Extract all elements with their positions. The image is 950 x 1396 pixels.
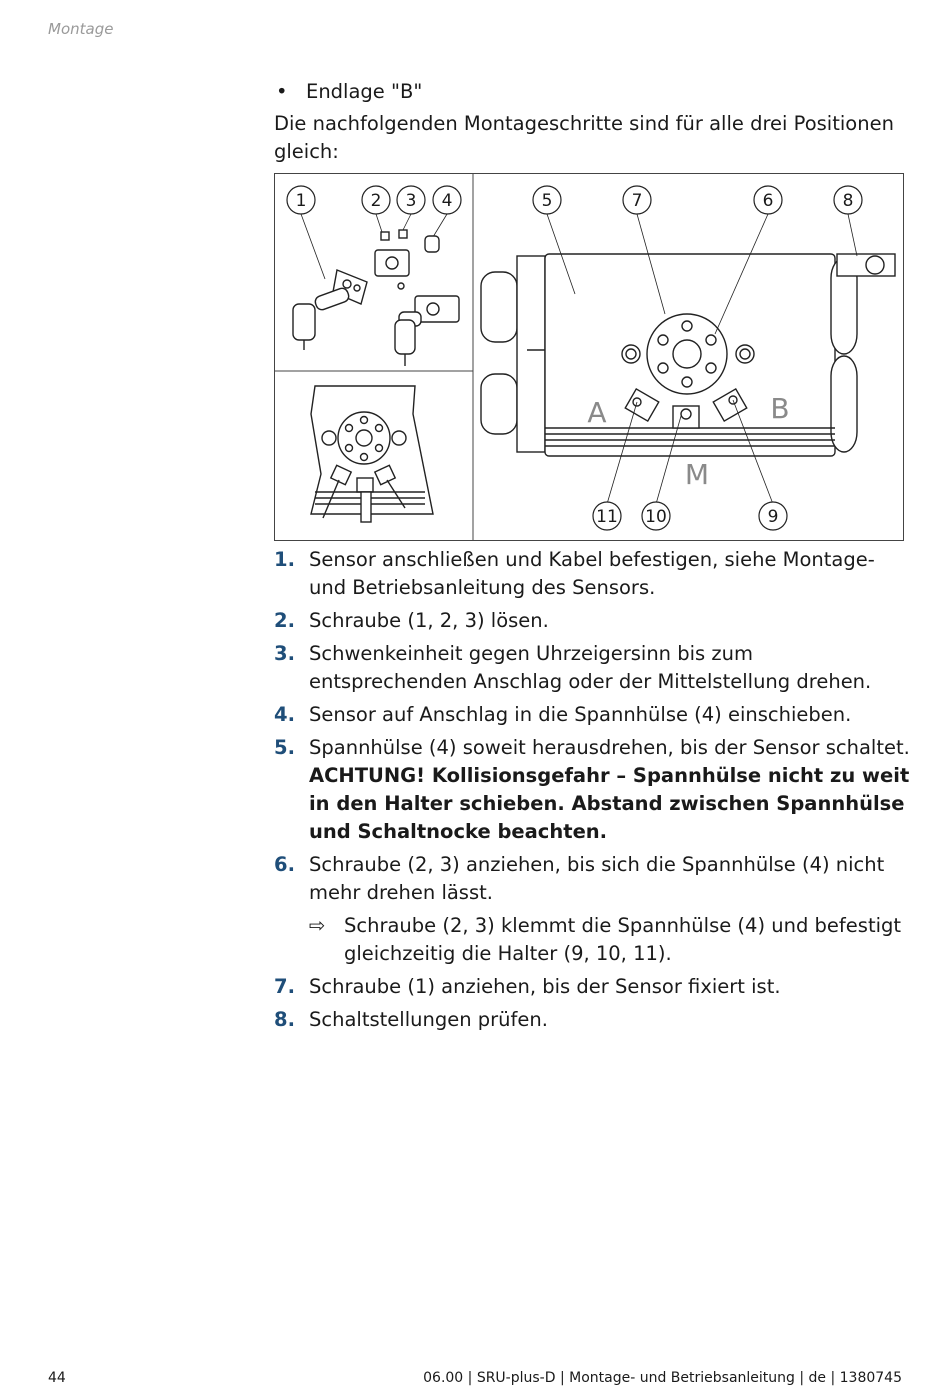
mounting-drawing (275, 174, 903, 540)
instruction-steps (274, 546, 914, 1039)
callout-1 (287, 186, 315, 214)
step-3 (274, 640, 914, 696)
step-number: 7. (274, 975, 295, 998)
position-label-a: A (587, 396, 607, 429)
svg-text:1: 1 (295, 191, 307, 211)
step-number: 6. (274, 853, 295, 876)
step-6 (274, 851, 914, 968)
callout-3 (397, 186, 425, 214)
callout-11 (593, 502, 621, 530)
step-text: Schraube (2, 3) anziehen, bis sich die Spannhülse (4) nicht mehr drehen lässt. (309, 853, 885, 904)
inset-view-drawing (311, 386, 433, 522)
mounting-figure (274, 173, 904, 541)
step-2 (274, 607, 914, 635)
step-text: Sensor anschließen und Kabel befestigen, siehe Montage- und Betriebsanleitung des Sensors. (309, 548, 875, 599)
svg-text:6: 6 (762, 191, 774, 211)
position-label-b: B (770, 392, 790, 425)
position-label-m: M (684, 458, 710, 491)
step-text: Sensor auf Anschlag in die Spannhülse (4) einschieben. (309, 703, 852, 726)
svg-text:2: 2 (370, 191, 382, 211)
result-arrow-icon: ⇨ (309, 914, 326, 937)
intro-paragraph: Die nachfolgenden Montageschritte sind für alle drei Positionen gleich: (274, 112, 894, 163)
collision-warning: ACHTUNG! Kollisionsgefahr – Spannhülse nicht zu weit in den Halter schieben. Abstand zwischen Spannhülse und Schaltnocke beachten. (309, 764, 910, 843)
callout-6 (754, 186, 782, 214)
bullet-symbol: • (276, 80, 288, 103)
step-body (309, 851, 914, 968)
step-text: Schaltstellungen prüfen. (309, 1008, 548, 1031)
step-1 (274, 546, 914, 602)
svg-text:8: 8 (842, 191, 854, 211)
step-body (309, 734, 914, 846)
svg-text:5: 5 (541, 191, 553, 211)
result-text: Schraube (2, 3) klemmt die Spannhülse (4) und befestigt gleichzeitig die Halter (9, 10, 11). (344, 914, 902, 965)
callout-7 (623, 186, 651, 214)
callout-10 (642, 502, 670, 530)
step-7 (274, 973, 914, 1001)
svg-text:7: 7 (631, 191, 643, 211)
svg-text:9: 9 (767, 507, 779, 527)
step-number: 8. (274, 1008, 295, 1031)
exploded-bracket-drawing (293, 214, 459, 366)
callout-2 (362, 186, 390, 214)
step-text: Schraube (1, 2, 3) lösen. (309, 609, 549, 632)
callout-5 (533, 186, 561, 214)
step-8 (274, 1006, 914, 1034)
page-number: 44 (48, 1370, 66, 1386)
step-number: 5. (274, 736, 295, 759)
step-text: Schraube (1) anziehen, bis der Sensor fixiert ist. (309, 975, 781, 998)
step-number: 1. (274, 548, 295, 571)
callout-8 (834, 186, 862, 214)
step-number: 2. (274, 609, 295, 632)
document-info: 06.00 | SRU-plus-D | Montage- und Betriebsanleitung | de | 1380745 (423, 1370, 902, 1386)
intro-block (274, 78, 910, 166)
actuator-drawing (481, 254, 895, 456)
svg-text:11: 11 (596, 507, 618, 527)
bullet-item (274, 78, 910, 106)
step-5 (274, 734, 914, 846)
step-number: 3. (274, 642, 295, 665)
step-result (309, 912, 914, 968)
svg-text:3: 3 (405, 191, 417, 211)
svg-text:4: 4 (441, 191, 453, 211)
step-text: Schwenkeinheit gegen Uhrzeigersinn bis zum entsprechenden Anschlag oder der Mittelstellung drehen. (309, 642, 872, 693)
callout-4 (433, 186, 461, 214)
bullet-text: Endlage "B" (306, 80, 423, 103)
step-4 (274, 701, 914, 729)
step-text: Spannhülse (4) soweit herausdrehen, bis der Sensor schaltet. (309, 736, 910, 759)
callout-9 (759, 502, 787, 530)
section-header: Montage (48, 20, 114, 38)
step-number: 4. (274, 703, 295, 726)
svg-text:10: 10 (645, 507, 667, 527)
